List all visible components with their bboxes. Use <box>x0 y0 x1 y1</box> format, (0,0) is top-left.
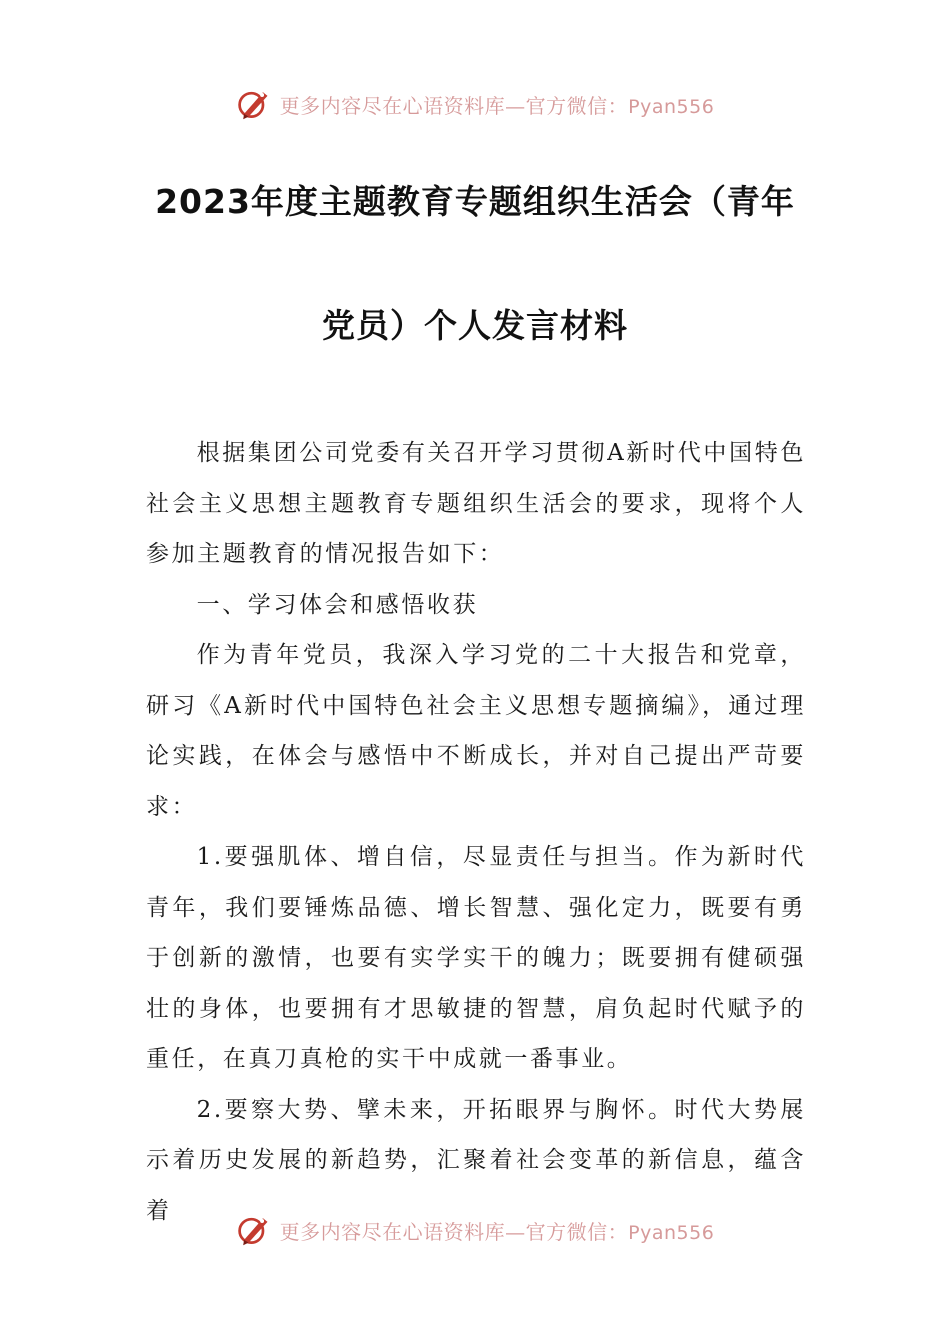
pen-logo-icon <box>236 86 272 122</box>
paragraph-point-1: 1.要强肌体、增自信，尽显责任与担当。作为新时代青年，我们要锤炼品德、增长智慧、强化定力，既要有勇于创新的激情，也要有实学实干的魄力；既要拥有健硕强壮的身体，也要拥有才思敏捷的智慧，肩负起时代赋予的重任，在真刀真枪的实干中成就一番事业。 <box>146 844 806 1072</box>
paragraph-study: 作为青年党员，我深入学习党的二十大报告和党章，研习《A新时代中国特色社会主义思想专题摘编》，通过理论实践，在体会与感悟中不断成长，并对自己提出严苛要求： <box>146 642 806 820</box>
footer-banner-text: 更多内容尽在心语资料库—官方微信：Pyan556 <box>279 1219 715 1244</box>
header-watermark-banner <box>0 84 950 124</box>
footer-watermark-banner <box>0 1210 950 1250</box>
document-title-line-1: 2023年度主题教育专题组织生活会（青年 <box>155 182 795 221</box>
header-wechat-id: Pyan556 <box>628 95 715 118</box>
paragraph-intro: 根据集团公司党委有关召开学习贯彻A新时代中国特色社会主义思想主题教育专题组织生活会的要求，现将个人参加主题教育的情况报告如下： <box>146 440 806 567</box>
document-body <box>146 428 806 1236</box>
document-title-line-2: 党员）个人发言材料 <box>322 306 628 345</box>
section-heading-1: 一、学习体会和感悟收获 <box>196 591 479 618</box>
paragraph-point-2: 2.要察大势、擘未来，开拓眼界与胸怀。时代大势展示着历史发展的新趋势，汇聚着社会变革的新信息，蕴含着 <box>146 1096 806 1224</box>
pen-logo-icon <box>236 1212 272 1248</box>
header-banner-text: 更多内容尽在心语资料库—官方微信：Pyan556 <box>279 93 715 118</box>
footer-wechat-id: Pyan556 <box>628 1221 715 1244</box>
